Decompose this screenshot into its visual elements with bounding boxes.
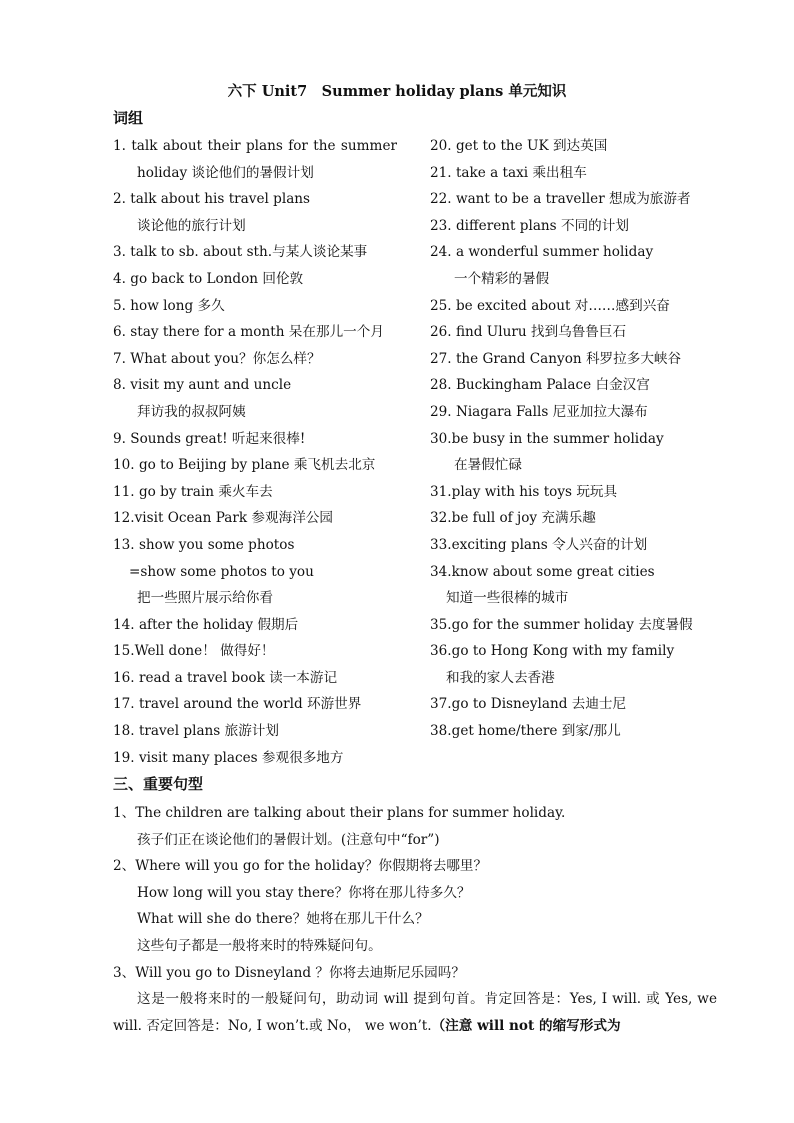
phrase-left-line: 7. What about you？你怎么样？ bbox=[113, 350, 321, 367]
phrase-right-line: 25. be excited about 对……感到兴奋 bbox=[430, 297, 670, 314]
explanation-paragraph bbox=[113, 986, 717, 1039]
phrase-right-line: 27. the Grand Canyon 科罗拉多大峡谷 bbox=[430, 350, 682, 367]
phrase-left-line: 13. show you some photos bbox=[113, 536, 295, 553]
phrase-right-line: 38.get home/there 到家/那儿 bbox=[430, 723, 621, 740]
phrase-left-line: holiday 谈论他们的暑假计划 bbox=[137, 164, 314, 181]
phrase-left-line: 14. after the holiday 假期后 bbox=[113, 616, 299, 633]
phrase-right-line: 37.go to Disneyland 去迪士尼 bbox=[430, 696, 627, 713]
phrase-left-line: 谈论他的旅行计划 bbox=[137, 217, 246, 234]
phrase-left-line: 1. talk about their plans for the summer bbox=[113, 138, 397, 154]
page-title: 六下 Unit7 Summer holiday plans 单元知识 bbox=[227, 83, 567, 100]
sentence-line: How long will you stay there？你将在那儿待多久？ bbox=[137, 884, 471, 901]
phrase-right-line: 30.be busy in the summer holiday bbox=[430, 430, 664, 447]
phrase-right-line: 33.exciting plans 令人兴奋的计划 bbox=[430, 536, 648, 553]
phrase-right-line: 在暑假忙碌 bbox=[454, 457, 522, 474]
phrase-left-line: 9. Sounds great! 听起来很棒! bbox=[113, 430, 306, 447]
phrase-left-line: 16. read a travel book 读一本游记 bbox=[113, 669, 338, 686]
phrase-left-line: 15.Well done！ 做得好！ bbox=[113, 643, 275, 660]
phrase-right-line: 32.be full of joy 充满乐趣 bbox=[430, 510, 596, 527]
sentence-line: What will she do there？她将在那儿干什么？ bbox=[137, 911, 429, 928]
phrase-right-line: 20. get to the UK 到达英国 bbox=[430, 138, 608, 154]
phrase-right-line: 24. a wonderful summer holiday bbox=[430, 244, 654, 261]
phrase-column-right bbox=[430, 133, 730, 745]
phrase-left-line: 拜访我的叔叔阿姨 bbox=[137, 403, 246, 420]
phrase-left-line: 2. talk about his travel plans bbox=[113, 191, 311, 208]
sentence-line: 这些句子都是一般将来时的特殊疑问句。 bbox=[137, 937, 382, 954]
phrase-right-line: 和我的家人去香港 bbox=[446, 669, 555, 686]
explanation-note: （注意 will not 的缩写形式为 bbox=[431, 1017, 621, 1034]
phrase-left-line: 6. stay there for a month 呆在那儿一个月 bbox=[113, 324, 384, 341]
phrase-left-line: 5. how long 多久 bbox=[113, 297, 225, 314]
phrase-right-line: 知道一些很棒的城市 bbox=[446, 590, 569, 607]
phrase-right-line: 22. want to be a traveller 想成为旅游者 bbox=[430, 191, 691, 208]
phrase-right-line: 26. find Uluru 找到乌鲁鲁巨石 bbox=[430, 324, 627, 341]
section-heading-sentences: 三、重要句型 bbox=[113, 775, 204, 793]
phrase-left-line: 4. go back to London 回伦敦 bbox=[113, 270, 304, 287]
phrase-left-line: 10. go to Beijing by plane 乘飞机去北京 bbox=[113, 457, 376, 474]
sentence-list bbox=[113, 800, 717, 986]
phrase-left-line: 18. travel plans 旅游计划 bbox=[113, 723, 279, 740]
phrase-right-line: 23. different plans 不同的计划 bbox=[430, 217, 629, 234]
sentence-line: 1、The children are talking about their plans for summer holiday. bbox=[113, 805, 566, 821]
phrase-left-line: 11. go by train 乘火车去 bbox=[113, 483, 273, 500]
section-heading-phrases: 词组 bbox=[113, 109, 144, 127]
sentence-line: 2、Where will you go for the holiday？你假期将去哪里？ bbox=[113, 858, 488, 875]
phrase-left-line: 17. travel around the world 环游世界 bbox=[113, 696, 362, 713]
phrase-right-line: 一个精彩的暑假 bbox=[454, 270, 550, 287]
phrase-right-line: 28. Buckingham Palace 白金汉宫 bbox=[430, 377, 650, 394]
phrase-left-line: 3. talk to sb. about sth.与某人谈论某事 bbox=[113, 244, 368, 261]
phrase-left-line: =show some photos to you bbox=[129, 563, 314, 580]
sentence-line: 孩子们正在谈论他们的暑假计划。(注意句中“for”) bbox=[137, 831, 440, 848]
phrase-left-line: 19. visit many places 参观很多地方 bbox=[113, 749, 344, 766]
phrase-left-line: 把一些照片展示给你看 bbox=[137, 590, 273, 607]
phrase-left-line: 8. visit my aunt and uncle bbox=[113, 377, 292, 394]
explanation-text: 这是一般将来时的一般疑问句，助动词 will 提到句首。肯定回答是：Yes, I will. 或 Yes, we will. 否定回答是：No, I won’t.或 No， we won’t. bbox=[113, 991, 717, 1034]
phrase-right-line: 31.play with his toys 玩玩具 bbox=[430, 483, 618, 500]
sentence-line: 3、Will you go to Disneyland ？你将去迪斯尼乐园吗？ bbox=[113, 964, 465, 981]
phrase-right-line: 35.go for the summer holiday 去度暑假 bbox=[430, 616, 693, 633]
phrase-right-line: 36.go to Hong Kong with my family bbox=[430, 643, 675, 660]
phrase-right-line: 21. take a taxi 乘出租车 bbox=[430, 164, 587, 181]
phrase-column-left bbox=[113, 133, 423, 771]
phrase-right-line: 34.know about some great cities bbox=[430, 563, 655, 580]
phrase-left-line: 12.visit Ocean Park 参观海洋公园 bbox=[113, 510, 333, 527]
phrase-right-line: 29. Niagara Falls 尼亚加拉大瀑布 bbox=[430, 403, 648, 420]
